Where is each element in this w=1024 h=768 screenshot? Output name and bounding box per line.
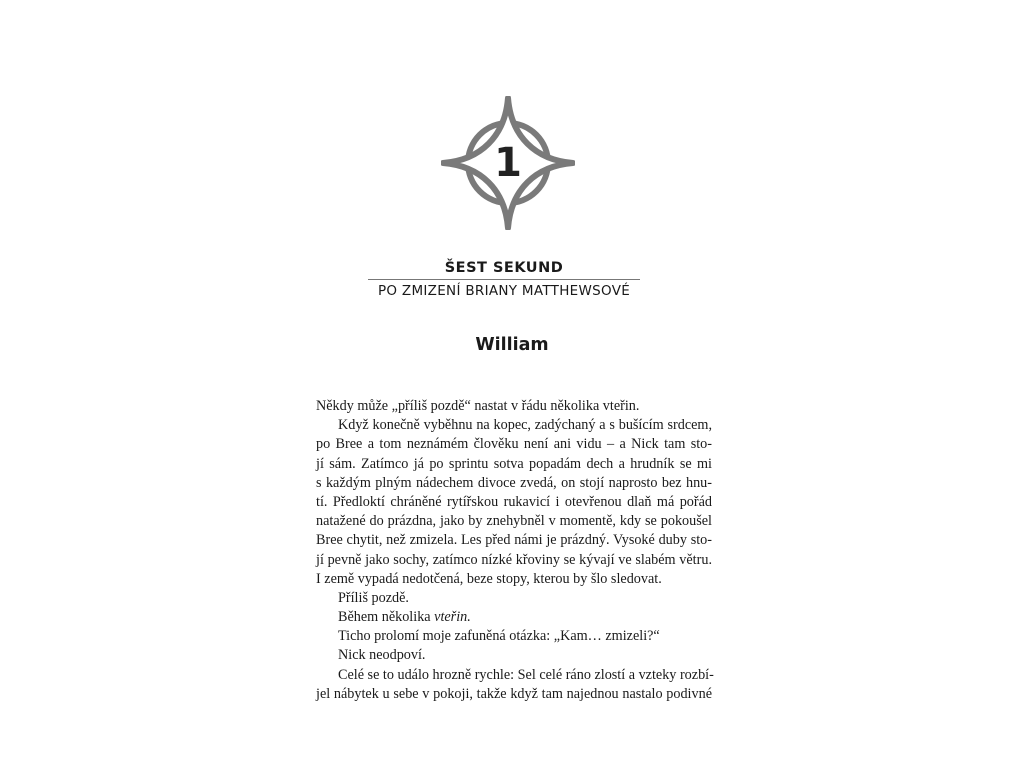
narrator-name: William [475,335,549,355]
text-line: natažené do prázdna, jako by znehybněl v momentě, kdy se pokoušel [316,513,712,530]
text-line: Někdy může „příliš pozdě“ nastat v řádu několika vteřin. [316,398,640,414]
text-line: Ticho prolomí moje zafuněná otázka: „Kam… zmizeli?“ [338,628,660,645]
text-line: Nick neodpoví. [338,647,426,664]
text-line: Během několika vteřin. [338,609,471,626]
text-line: Když konečně vyběhnu na kopec, zadýchaný a s bušícím srdcem, [338,417,712,434]
text-line: po Bree a tom neznámém člověku není ani vidu – a Nick tam sto- [316,436,712,453]
body-text [316,397,712,704]
text-line: I země vypadá nedotčená, beze stopy, kterou by šlo sledovat. [316,570,662,587]
italic-word: vteřin. [434,609,471,626]
text-line: Bree chytit, než zmizela. Les před námi je prázdný. Vysoké duby sto- [316,532,712,549]
chapter-time-subtitle: PO ZMIZENÍ BRIANY MATTHEWSOVÉ [377,283,631,299]
text-line: tí. Předloktí chráněné rytířskou rukavicí i otevřenou dlaň má pořád [316,493,712,510]
text-line: Příliš pozdě. [338,589,409,606]
text-line: jí sám. Zatímco já po sprintu sotva popadám dech a hrudník se mi [316,455,712,472]
chapter-time-title: ŠEST SEKUND [444,260,564,276]
text-line: Celé se to událo hrozně rychle: Sel celé ráno zlostí a vzteky rozbí- [338,666,714,683]
title-divider [368,279,640,280]
chapter-number: 1 [494,140,522,186]
text-line: jel nábytek u sebe v pokoji, takže když tam najednou nastalo podivné [316,685,712,702]
text-line: s každým plným nádechem divoce zvedá, on stojí naprosto bez hnu- [316,474,712,491]
text-line: jí pevně jako sochy, zatímco nízké křoviny se kývají ve slabém větru. [316,551,712,568]
